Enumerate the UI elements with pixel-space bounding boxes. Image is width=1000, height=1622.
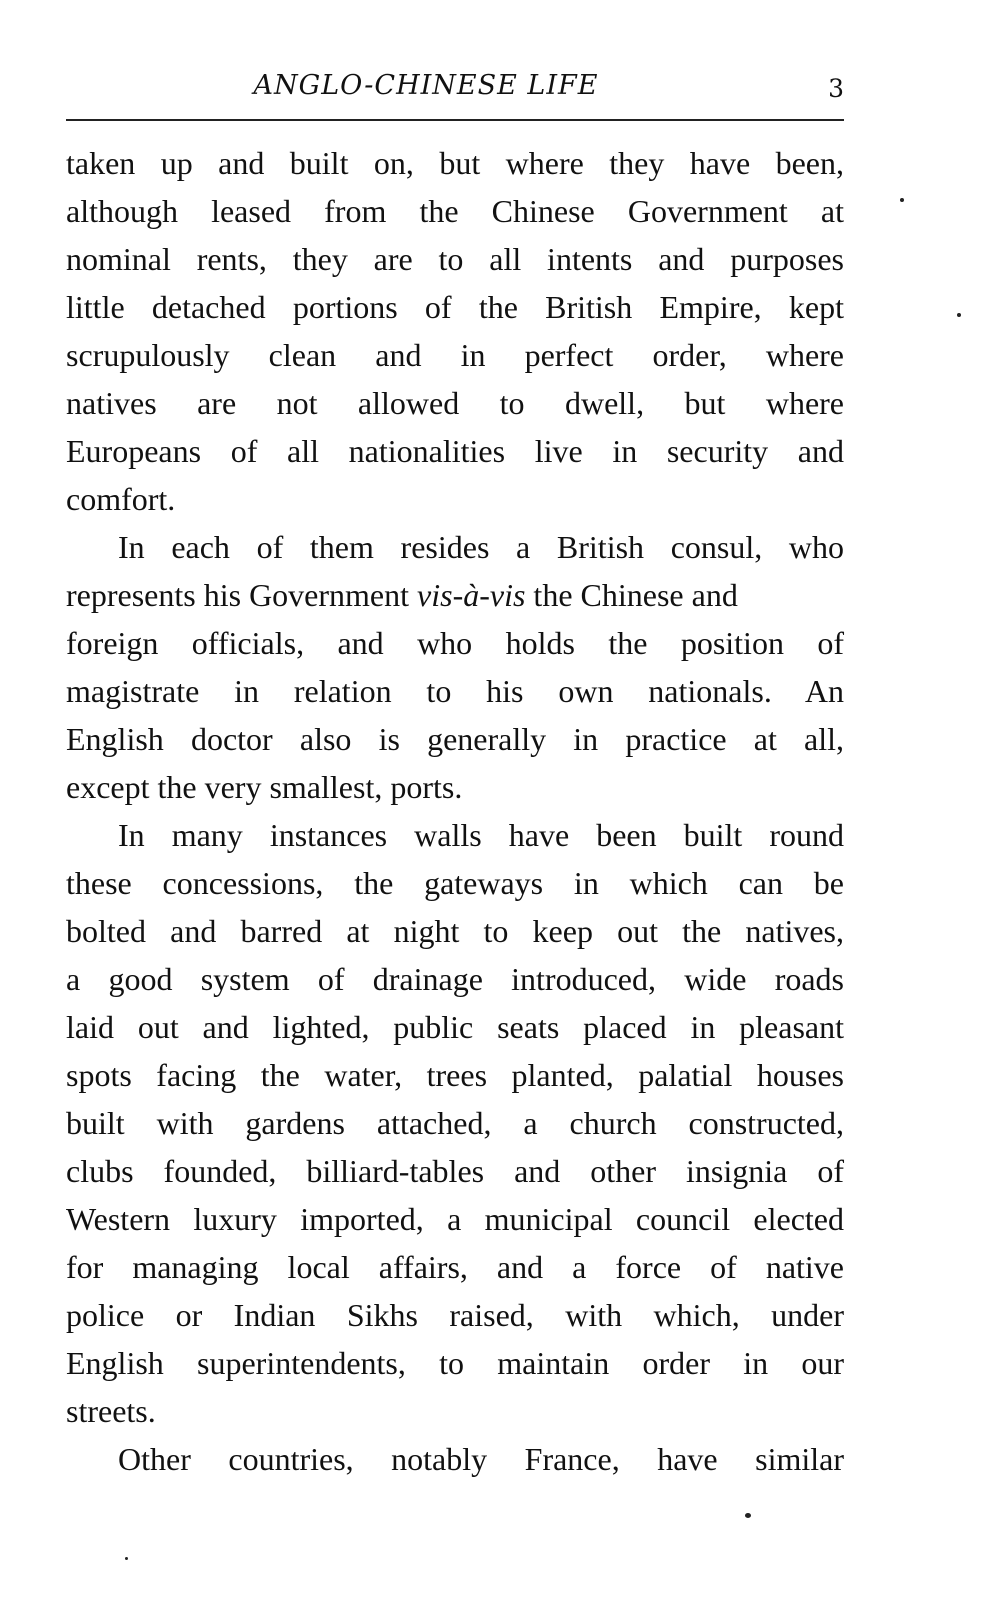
body-text — [66, 139, 844, 1483]
text-line: taken up and built on, but where they have been, — [66, 145, 844, 181]
text-line: nominal rents, they are to all intents and purposes — [66, 241, 844, 277]
print-speck — [125, 1557, 128, 1560]
text-line: spots facing the water, trees planted, palatial houses — [66, 1057, 844, 1093]
text-line: comfort. — [66, 481, 176, 517]
print-speck — [745, 1513, 751, 1518]
text-line: these concessions, the gateways in which can be — [66, 865, 844, 901]
text-line: clubs founded, billiard-tables and other insignia of — [66, 1153, 844, 1189]
print-speck — [957, 313, 961, 317]
text-line: little detached portions of the British Empire, kept — [66, 289, 844, 325]
text-line: magistrate in relation to his own nationals. An — [66, 673, 844, 709]
text-line: for managing local affairs, and a force of native — [66, 1249, 844, 1285]
text-fragment: represents his Government — [66, 577, 410, 613]
header-rule — [66, 119, 844, 121]
text-line: scrupulously clean and in perfect order, where — [66, 337, 844, 373]
text-line: In many instances walls have been built round — [118, 817, 844, 853]
text-line-mixed — [66, 571, 844, 619]
text-fragment: the Chinese and — [533, 577, 738, 613]
text-line: Other countries, notably France, have similar — [118, 1441, 844, 1477]
text-line: English superintendents, to maintain order in our — [66, 1345, 844, 1381]
text-line: In each of them resides a British consul, who — [118, 529, 844, 565]
text-line: except the very smallest, ports. — [66, 769, 463, 805]
text-line: police or Indian Sikhs raised, with which, under — [66, 1297, 844, 1333]
page-number: 3 — [828, 74, 844, 103]
text-line: laid out and lighted, public seats placed in pleasant — [66, 1009, 844, 1045]
text-line: Western luxury imported, a municipal council elected — [66, 1201, 844, 1237]
text-line: bolted and barred at night to keep out the natives, — [66, 913, 844, 949]
print-speck — [900, 198, 904, 202]
text-line: although leased from the Chinese Government at — [66, 193, 844, 229]
running-head — [66, 70, 844, 106]
text-line: a good system of drainage introduced, wide roads — [66, 961, 844, 997]
text-line: natives are not allowed to dwell, but where — [66, 385, 844, 421]
running-title: ANGLO-CHINESE LIFE — [253, 70, 599, 101]
text-line: foreign officials, and who holds the position of — [66, 625, 844, 661]
text-line: built with gardens attached, a church constructed, — [66, 1105, 844, 1141]
text-line: English doctor also is generally in practice at all, — [66, 721, 844, 757]
text-line: Europeans of all nationalities live in security and — [66, 433, 844, 469]
italic-phrase: vis-à-vis — [417, 577, 526, 613]
text-line: streets. — [66, 1393, 156, 1429]
